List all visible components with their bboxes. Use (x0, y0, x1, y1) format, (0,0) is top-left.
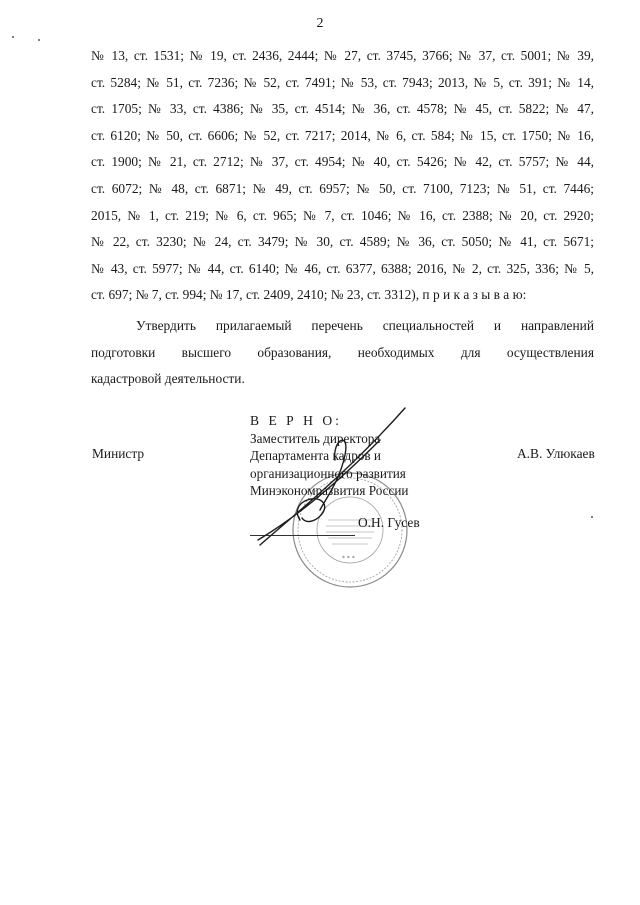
text-line: ст. 5284; № 51, ст. 7236; № 52, ст. 7491; № 53, ст. 7943; 2013, № 5, ст. 391; № 14, (91, 74, 594, 90)
text-line: ст. 1900; № 21, ст. 2712; № 37, ст. 4954; № 40, ст. 5426; № 42, ст. 5757; № 44, (91, 154, 594, 170)
order-line: подготовки высшего образования, необходимых для осуществления (91, 344, 594, 360)
text-line: № 22, ст. 3230; № 24, ст. 3479; № 30, ст. 4589; № 36, ст. 5050; № 41, ст. 5671; (91, 234, 594, 250)
text-line: 2015, № 1, ст. 219; № 6, ст. 965; № 7, ст. 1046; № 16, ст. 2388; № 20, ст. 2920; (91, 207, 594, 223)
minister-title: Министр (92, 446, 145, 461)
text-line: ст. 6072; № 48, ст. 6871; № 49, ст. 6957; № 50, ст. 7100, 7123; № 51, ст. 7446; (91, 180, 594, 196)
svg-text:* * *: * * * (342, 555, 355, 562)
certifier-position-line: Минэкономразвития России (250, 483, 409, 498)
text-line: ст. 1705; № 33, ст. 4386; № 35, ст. 4514; № 36, ст. 4578; № 45, ст. 5822; № 47, (91, 101, 594, 117)
order-line: Утвердить прилагаемый перечень специальностей и направлений (136, 317, 594, 333)
certified-copy-label: В Е Р Н О: (250, 413, 342, 428)
text-line: № 43, ст. 5977; № 44, ст. 6140; № 46, ст. 6377, 6388; 2016, № 2, ст. 325, 336; № 5, (91, 260, 594, 276)
certifier-position-line: организационного развития (250, 465, 406, 481)
handwritten-signature (240, 400, 430, 560)
page-number: 2 (316, 16, 324, 31)
certifier-position-line: Заместитель директора (250, 430, 381, 446)
scan-speck (12, 36, 14, 38)
order-line: кадастровой деятельности. (91, 371, 245, 387)
text-line: № 13, ст. 1531; № 19, ст. 2436, 2444; № 27, ст. 3745, 3766; № 37, ст. 5001; № 39, (91, 48, 594, 63)
minister-name: А.В. Улюкаев (517, 446, 595, 461)
scan-speck (591, 516, 593, 518)
text-line-order-verb: ст. 697; № 7, ст. 994; № 17, ст. 2409, 2410; № 23, ст. 3312), п р и к а з ы в а ю: (91, 287, 527, 303)
certifier-position-line: Департамента кадров и (250, 448, 381, 463)
text-line: ст. 6120; № 50, ст. 6606; № 52, ст. 7217; 2014, № 6, ст. 584; № 15, ст. 1750; № 16, (91, 127, 594, 143)
scan-speck (38, 39, 40, 41)
legal-references-text (91, 43, 594, 393)
certifier-name: О.Н. Гусев (358, 515, 420, 530)
